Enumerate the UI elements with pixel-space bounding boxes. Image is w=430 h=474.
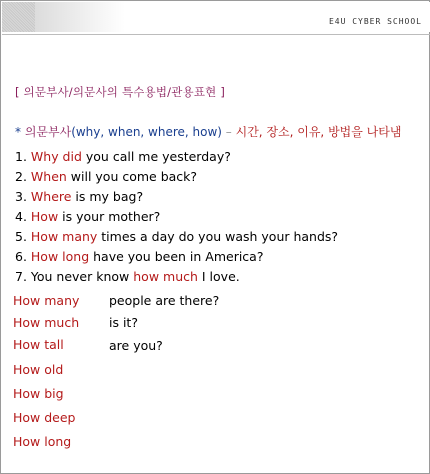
school-name: E4U CYBER SCHOOL [328,17,422,26]
header-gradient-decoration [35,2,125,32]
header-square-decoration [2,2,35,32]
phrase-example: are you? [109,338,163,353]
bullet-star: * [15,125,21,139]
example-sentence: 7. You never know how much I love. [15,269,240,284]
phrase-how-deep: How deep [13,410,76,425]
lesson-subheading [15,123,401,140]
subheading-english-terms: (why, when, where, how) [71,125,222,139]
example-sentence: 3. Where is my bag? [15,189,144,204]
phrase-how-much: How much [13,315,80,330]
phrase-how-big: How big [13,386,64,401]
example-sentence: 1. Why did you call me yesterday? [15,149,231,164]
header-bar [2,2,430,32]
example-sentence: 5. How many times a day do you wash your hands? [15,229,339,244]
subheading-dash: – [221,125,236,139]
phrase-example: is it? [109,315,138,330]
lesson-heading: [ 의문부사/의문사의 특수용법/관용표현 ] [15,85,226,99]
header-divider [2,34,430,35]
example-sentence-list [15,148,338,288]
example-sentence: 6. How long have you been in America? [15,249,264,264]
example-sentence: 4. How is your mother? [15,209,161,224]
phrase-how-old: How old [13,362,64,377]
subheading-korean-term: 의문부사 [21,125,72,139]
phrase-how-long: How long [13,434,72,449]
example-sentence: 2. When will you come back? [15,169,198,184]
phrase-how-tall: How tall [13,337,64,352]
phrase-how-many: How many [13,293,80,308]
subheading-description: 시간, 장소, 이유, 방법을 나타냄 [235,125,402,139]
phrase-example: people are there? [109,293,220,308]
